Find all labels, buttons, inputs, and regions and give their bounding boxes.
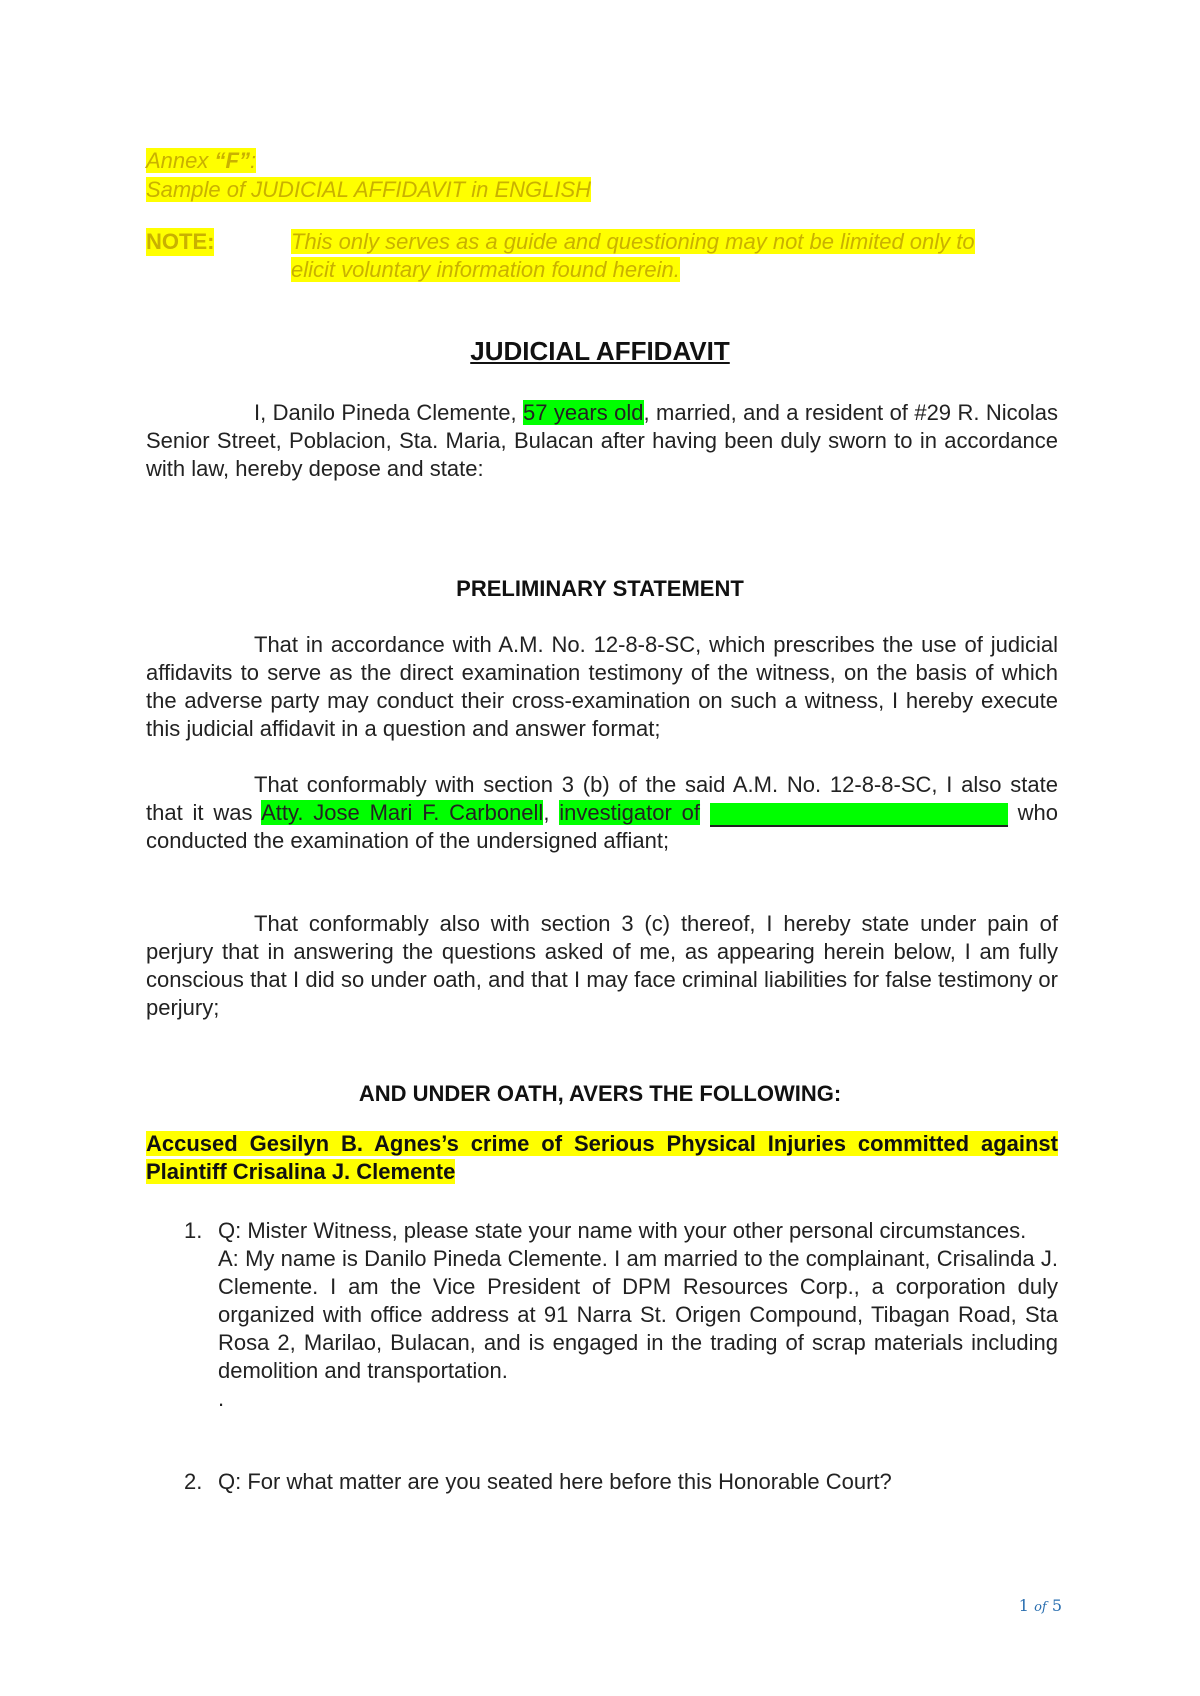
qa-item	[146, 1468, 1058, 1496]
page-number	[1019, 1596, 1062, 1615]
section-heading-text: Accused Gesilyn B. Agnes’s crime of Serious Physical Injuries committed against Plaintiff Crisalina J. Clemente	[146, 1131, 1058, 1184]
section-heading	[146, 1130, 1058, 1186]
paragraph-3-text: That conformably also with section 3 (c) thereof, I hereby state under pain of perjury that in answering the questions asked of me, as appearing herein below, I am fully conscious that I did so under oath, and that I may face criminal liabilities for false testimony or perjury;	[146, 911, 1058, 1020]
paragraph-1-text: That in accordance with A.M. No. 12-8-8-SC, which prescribes the use of judicial affidavits to serve as the direct examination testimony of the witness, on the basis of which the adverse party may conduct their cross-examination on such a witness, I hereby execute this judicial affidavit in a question and answer format;	[146, 632, 1058, 741]
investigator-role-highlight: investigator of	[559, 800, 700, 825]
preliminary-heading: PRELIMINARY STATEMENT	[456, 576, 744, 601]
intro-after: , married, and a resident of #29 R. Nicolas Senior Street, Poblacion, Sta. Maria, Bulacan after having been duly sworn to in accordance with law, hereby depose and state:	[146, 400, 1059, 481]
qa-answer-tail: .	[218, 1386, 225, 1411]
page-total: 5	[1051, 1596, 1062, 1615]
paragraph-1	[146, 631, 1058, 743]
paragraph-2-comma: ,	[543, 800, 560, 825]
qa-number: 1.	[184, 1218, 203, 1243]
note-text	[291, 228, 1058, 284]
annex-label	[146, 148, 256, 173]
investigator-name-highlight: Atty. Jose Mari F. Carbonell	[261, 800, 544, 825]
paragraph-2-after: who conducted the examination of the undersigned affiant;	[146, 800, 1058, 853]
blank-fill-line	[710, 803, 1008, 827]
qa-question: Q: For what matter are you seated here before this Honorable Court?	[218, 1469, 892, 1494]
document-title: JUDICIAL AFFIDAVIT	[470, 336, 730, 366]
intro-age-highlight: 57 years old	[523, 400, 644, 425]
annex-header	[146, 146, 591, 204]
intro-before: I, Danilo Pineda Clemente,	[254, 400, 524, 425]
paragraph-2	[146, 771, 1058, 855]
note-line-1: This only serves as a guide and questioning may not be limited only to	[291, 229, 975, 254]
qa-number: 2.	[184, 1469, 203, 1494]
qa-item	[146, 1217, 1058, 1413]
qa-question: Q: Mister Witness, please state your name with your other personal circumstances.	[218, 1218, 1027, 1243]
avers-heading: AND UNDER OATH, AVERS THE FOLLOWING:	[358, 1081, 842, 1106]
paragraph-3	[146, 910, 1058, 1022]
page-current: 1	[1018, 1596, 1029, 1615]
annex-prefix: Annex	[146, 148, 215, 173]
note-label: NOTE:	[146, 229, 215, 254]
paragraph-2-before: That conformably with section 3 (b) of the said A.M. No. 12-8-8-SC, I also state that it was	[146, 772, 1058, 825]
qa-answer: A: My name is Danilo Pineda Clemente. I am married to the complainant, Crisalinda J. Clemente. I am the Vice President of DPM Resources Corp., a corporation duly organized with office address at 91 Narra St. Origen Compound, Tibagan Road, Sta Rosa 2, Marilao, Bulacan, and is engaged in the trading of scrap materials including demolition and transportation.	[218, 1246, 1058, 1383]
intro-paragraph	[146, 399, 1058, 483]
note-line-2: elicit voluntary information found herein.	[291, 257, 680, 282]
page-of: of	[1034, 1600, 1047, 1615]
annex-subtitle: Sample of JUDICIAL AFFIDAVIT in ENGLISH	[146, 177, 592, 202]
annex-suffix: :	[249, 148, 257, 173]
annex-letter: “F”	[214, 148, 250, 173]
